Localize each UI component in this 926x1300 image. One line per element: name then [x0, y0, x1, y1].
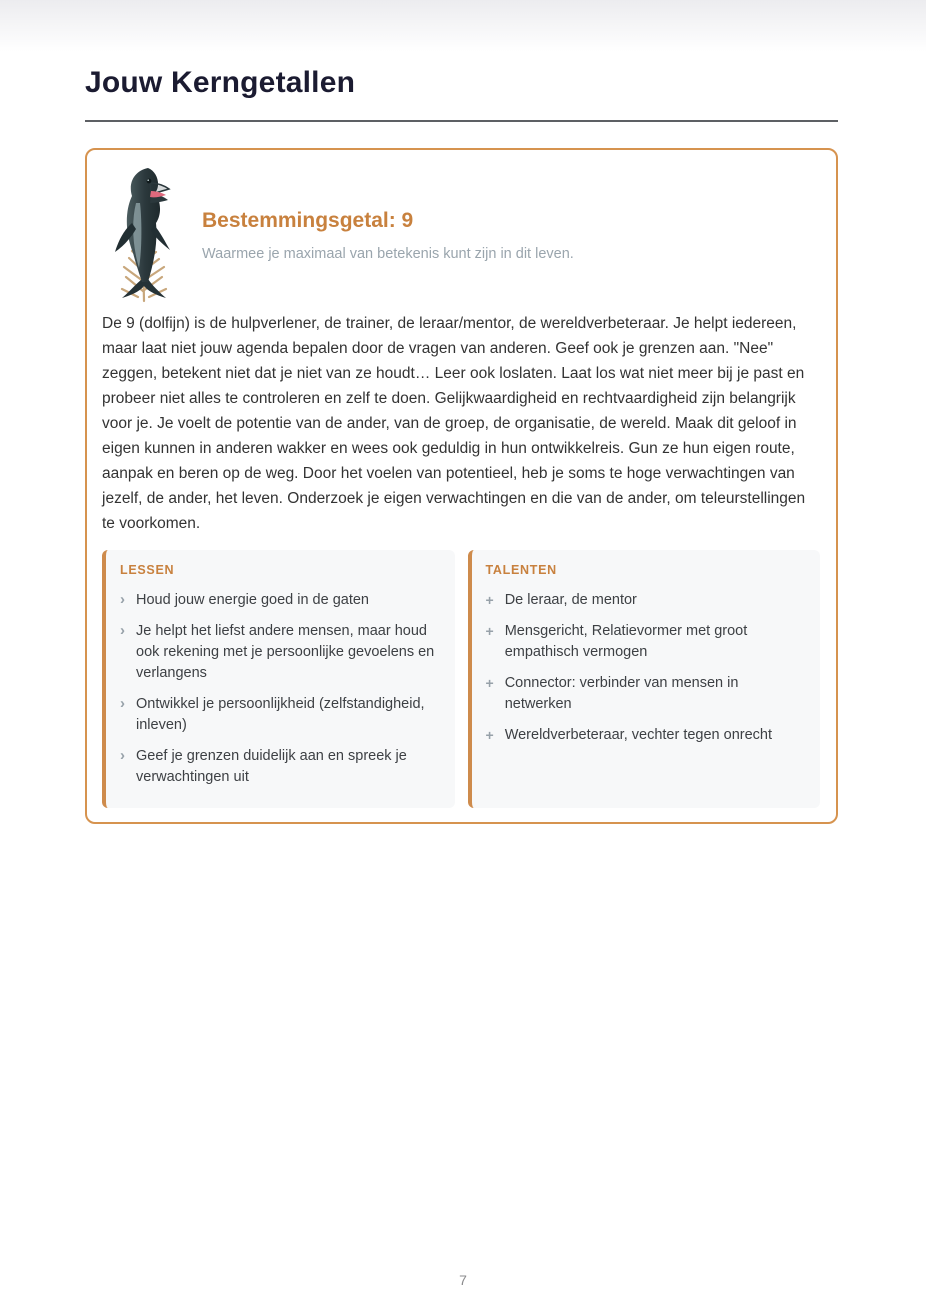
list-item — [120, 746, 439, 788]
list-item-text: Je helpt het liefst andere mensen, maar houd ook rekening met je persoonlijke gevoelens en verlangens — [136, 623, 435, 681]
talents-list — [486, 590, 805, 746]
list-item-text: Ontwikkel je persoonlijkheid (zelfstandigheid, inleven) — [136, 696, 425, 733]
list-item-text: Connector: verbinder van mensen in netwerken — [504, 675, 739, 712]
title-divider — [85, 120, 838, 122]
card-header-text — [202, 163, 574, 305]
page-title: Jouw Kerngetallen — [85, 66, 356, 99]
talents-heading: TALENTEN — [485, 563, 557, 577]
list-item-text: Geef je grenzen duidelijk aan en spreek je verwachtingen uit — [136, 748, 407, 785]
plus-bullet-icon: + — [485, 592, 494, 608]
card-description: De 9 (dolfijn) is de hulpverlener, de trainer, de leraar/mentor, de wereldverbeteraar. Je helpt iedereen, maar laat niet jouw agenda bepalen door de vragen van anderen. Geef ook je grenzen aan. "Nee" zeggen, betekent niet dat je niet van ze houdt… Leer ook loslaten. Laat los wat niet meer bij je past en probeer niet alles te controleren en zelf te doen. Gelijkwaardigheid en rechtvaardigheid zijn belangrijk voor je. Je voelt de potentie van de ander, van de groep, de organisatie, de wereld. Maak dit geloof in eigen kunnen in anderen wakker en wees ook geduldig in hun ontwikkelreis. Gun ze hun eigen route, aanpak en beren op de weg. Door het voelen van potentieel, heb je soms te hoge verwachtingen van jezelf, de ander, het leven. Onderzoek je eigen verwachtingen en die van de ander, om teleurstellingen te voorkomen. — [102, 315, 806, 532]
chevron-bullet-icon: › — [120, 695, 125, 712]
info-boxes — [102, 550, 820, 808]
plus-bullet-icon: + — [485, 623, 494, 639]
list-item-text: De leraar, de mentor — [504, 592, 637, 608]
list-item-text: Mensgericht, Relatievormer met groot empathisch vermogen — [504, 623, 748, 660]
card-title: Bestemmingsgetal: 9 — [202, 209, 414, 232]
list-item — [486, 590, 805, 611]
lessons-heading: LESSEN — [120, 563, 175, 577]
dolphin-icon — [102, 163, 186, 303]
list-item — [486, 725, 805, 746]
chevron-bullet-icon: › — [120, 622, 125, 639]
lessons-box — [102, 550, 455, 808]
list-item — [486, 621, 805, 663]
list-item — [486, 673, 805, 715]
card-subtitle: Waarmee je maximaal van betekenis kunt zijn in dit leven. — [202, 246, 574, 262]
chevron-bullet-icon: › — [120, 591, 125, 608]
list-item — [120, 590, 439, 611]
list-item — [120, 621, 439, 684]
lessons-list — [120, 590, 439, 788]
kerngetal-card — [85, 148, 838, 824]
plus-bullet-icon: + — [485, 675, 494, 691]
page-number: 7 — [459, 1272, 467, 1288]
plus-bullet-icon: + — [485, 727, 494, 743]
card-header — [102, 163, 820, 305]
talents-box — [468, 550, 821, 808]
chevron-bullet-icon: › — [120, 747, 125, 764]
list-item-text: Wereldverbeteraar, vechter tegen onrecht — [504, 727, 773, 743]
list-item-text: Houd jouw energie goed in de gaten — [136, 592, 369, 608]
list-item — [120, 694, 439, 736]
